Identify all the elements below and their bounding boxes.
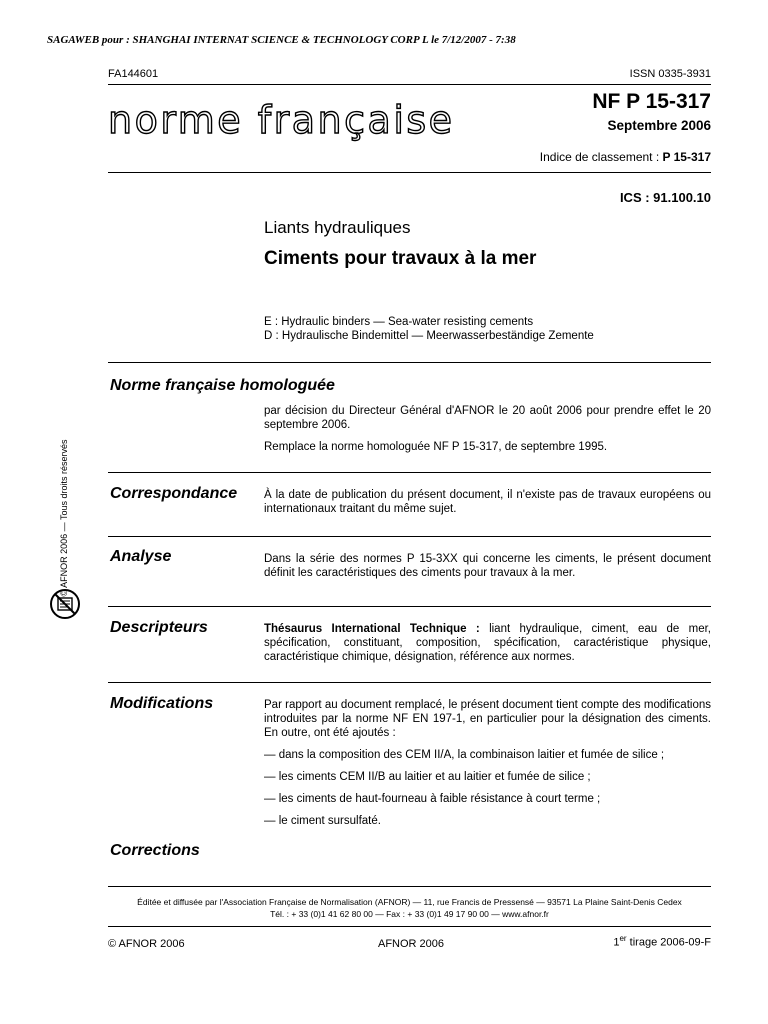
analyse-text: Dans la série des normes P 15-3XX qui concerne les ciments, le présent document définit les caractéristiques des ciments pour travaux à la mer.	[264, 553, 711, 579]
translation-english: E : Hydraulic binders — Sea-water resisting cements	[264, 316, 534, 328]
section-heading-analyse: Analyse	[110, 548, 172, 565]
download-watermark: SAGAWEB pour : SHANGHAI INTERNAT SCIENCE & TECHNOLOGY CORP L le 7/12/2007 - 7:38	[47, 34, 516, 46]
homologuee-decision: par décision du Directeur Général d'AFNOR le 20 août 2006 pour prendre effet le 20 septembre 2006.	[264, 405, 711, 431]
section-body-modifications	[264, 698, 711, 836]
section-heading-corrections: Corrections	[110, 842, 200, 859]
section-heading-modifications: Modifications	[110, 695, 214, 712]
header-rule	[108, 84, 711, 85]
footer-rule-2	[108, 926, 711, 927]
print-run-number: 1	[613, 936, 620, 949]
classification-value: P 15-317	[662, 150, 711, 164]
section-rule	[108, 536, 711, 537]
section-body-descripteurs	[264, 622, 711, 672]
footer-rule	[108, 886, 711, 887]
footer-copyright: © AFNOR 2006	[108, 938, 185, 950]
descripteurs-lead: Thésaurus International Technique :	[264, 623, 480, 635]
copyright-sidebar-text: © AFNOR 2006 — Tous droits réservés	[59, 439, 69, 597]
classification-index	[540, 150, 711, 164]
section-rule	[108, 472, 711, 473]
norme-francaise-wordmark: norme française	[108, 98, 455, 142]
standard-date: Septembre 2006	[607, 118, 711, 133]
footer-print-run	[613, 934, 711, 949]
section-rule	[108, 682, 711, 683]
ics-code: ICS : 91.100.10	[619, 190, 711, 205]
modifications-item: — les ciments de haut-fourneau à faible résistance à court terme ;	[264, 793, 601, 805]
publisher-line-1: Éditée et diffusée par l'Association Française de Normalisation (AFNOR) — 11, rue Francis de Pressensé — 93571 La Plaine Saint-Denis Cedex	[137, 897, 682, 907]
header-rule-2	[108, 172, 711, 173]
classification-label: Indice de classement :	[539, 150, 663, 164]
homologuee-replaces: Remplace la norme homologuée NF P 15-317, de septembre 1995.	[264, 441, 608, 453]
document-reference: FA144601	[108, 68, 159, 80]
section-heading-correspondance: Correspondance	[110, 485, 238, 502]
no-photocopy-icon	[48, 587, 82, 621]
document-title: Ciments pour travaux à la mer	[264, 248, 537, 269]
publisher-line-2: Tél. : + 33 (0)1 41 62 80 00 — Fax : + 33 (0)1 49 17 90 00 — www.afnor.fr	[270, 909, 549, 919]
modifications-item: — dans la composition des CEM II/A, la combinaison laitier et fumée de silice ;	[264, 749, 665, 761]
modifications-intro: Par rapport au document remplacé, le présent document tient compte des modifications introduites par la norme NF EN 197-1, en particulier pour la désignation des ciments. En outre, ont été ajoutés :	[264, 699, 711, 739]
publisher-address	[108, 896, 711, 920]
print-run-superscript: er	[619, 934, 627, 943]
footer-publisher: AFNOR 2006	[378, 938, 445, 950]
section-heading-homologuee: Norme française homologuée	[110, 377, 335, 394]
descripteurs-text	[264, 622, 711, 664]
issn: ISSN 0335-3931	[629, 68, 711, 80]
section-rule	[108, 362, 711, 363]
print-run-text: tirage 2006-09-F	[626, 936, 711, 949]
section-body-correspondance	[264, 488, 711, 524]
document-subject: Liants hydrauliques	[264, 218, 411, 237]
descripteurs-keywords: liant hydraulique, ciment, eau de mer, spécification, constituant, composition, spécification, caractéristique physique, caractéristique chimique, désignation, référence aux normes.	[264, 623, 711, 663]
section-heading-descripteurs: Descripteurs	[110, 619, 208, 636]
translation-german: D : Hydraulische Bindemittel — Meerwasserbeständige Zemente	[264, 330, 594, 342]
modifications-item: — le ciment sursulfaté.	[264, 815, 381, 827]
section-body-homologuee	[264, 404, 711, 462]
standard-code: NF P 15-317	[592, 90, 711, 113]
modifications-item: — les ciments CEM II/B au laitier et au laitier et fumée de silice ;	[264, 771, 591, 783]
correspondance-text: À la date de publication du présent document, il n'existe pas de travaux européens ou internationaux traitant du même sujet.	[264, 489, 711, 515]
section-body-analyse	[264, 552, 711, 588]
section-rule	[108, 606, 711, 607]
